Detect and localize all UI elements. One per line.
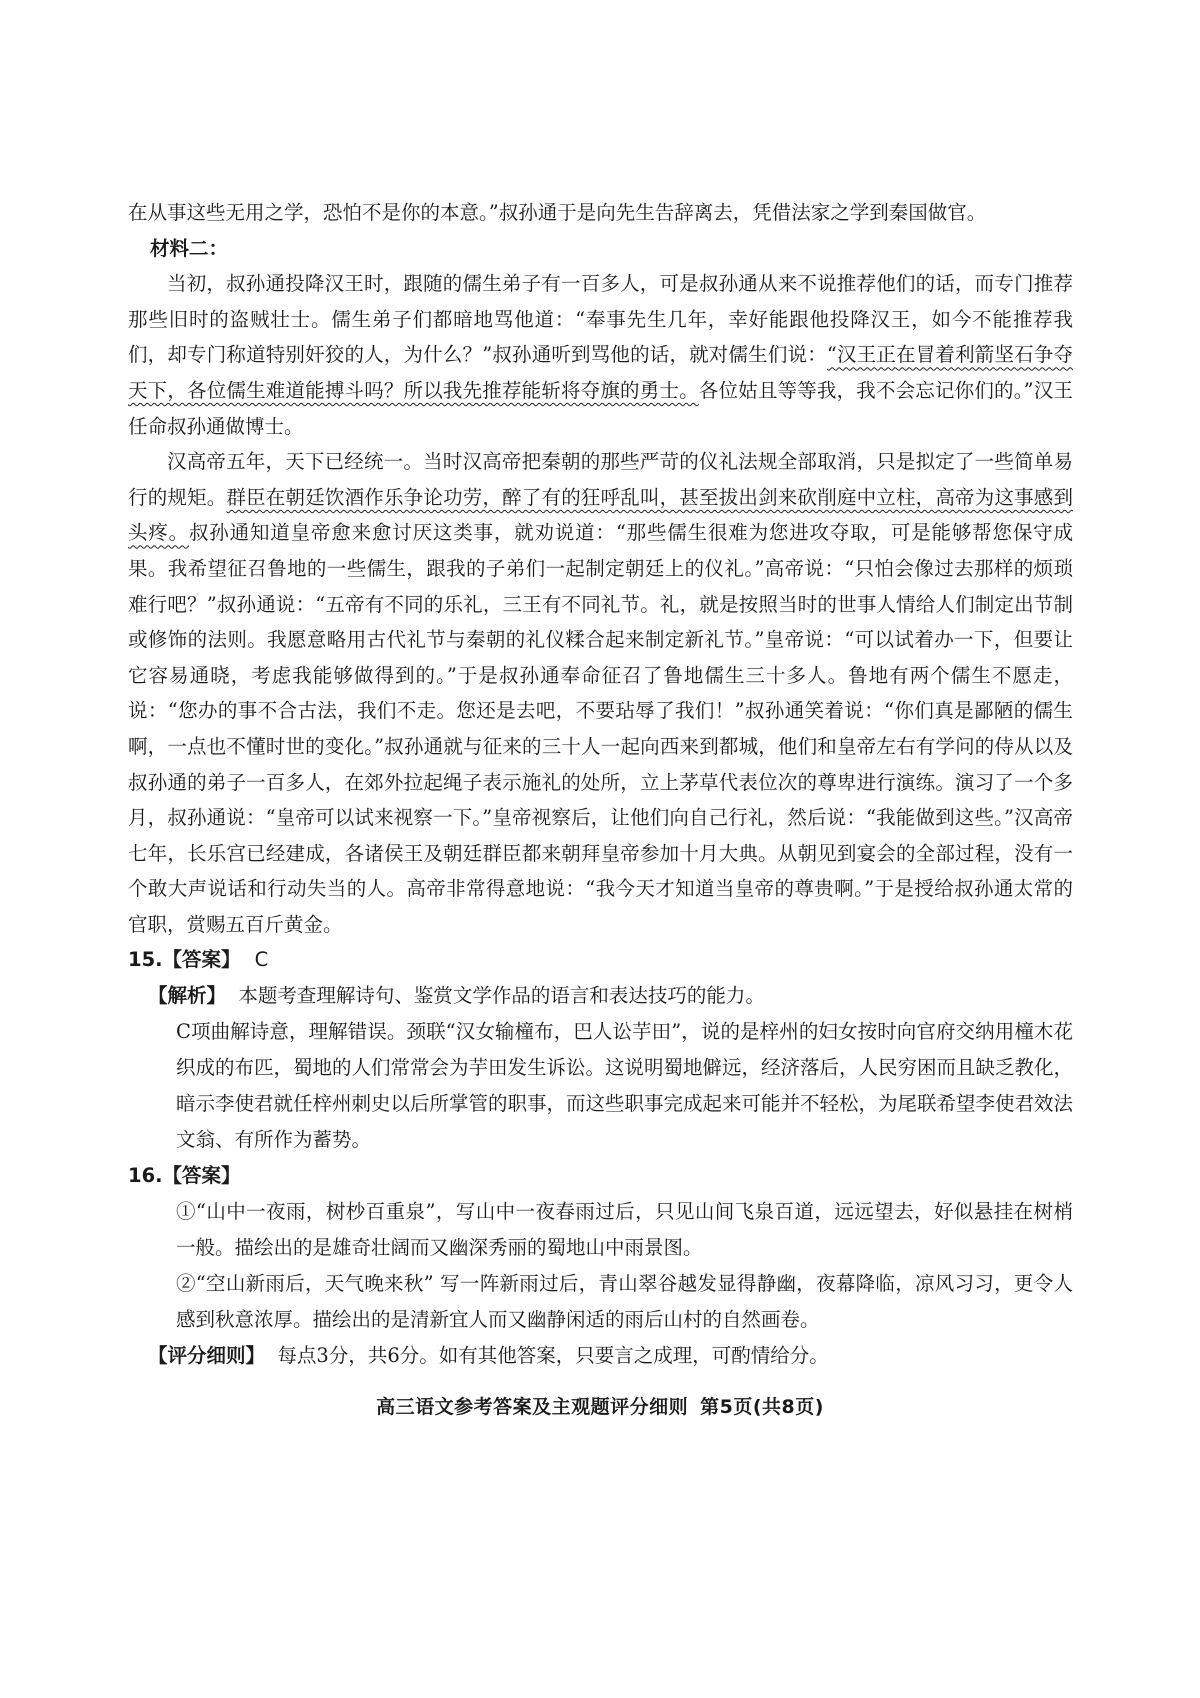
footer-title: 高三语文参考答案及主观题评分细则 — [376, 1396, 689, 1418]
question-15-answer — [128, 942, 1073, 978]
material2-paragraph-2 — [128, 444, 1073, 942]
question-16-point-2: ②“空山新雨后，天气晚来秋” 写一阵新雨过后，青山翠谷越发显得静幽，夜幕降临，凉风习习，更令人感到秋意浓厚。描绘出的是清新宜人而又幽静闲适的雨后山村的自然画卷。 — [176, 1272, 1073, 1332]
question-16-answer — [128, 1158, 1073, 1194]
analysis-tag: 【解析】 — [148, 984, 227, 1008]
analysis-intro: 本题考查理解诗句、鉴赏文学作品的语言和表达技巧的能力。 — [238, 984, 765, 1008]
page-footer — [0, 1392, 1200, 1419]
paragraph-text: 当初，叔孙通投降汉王时，跟随的儒生弟子有一百多人，可是叔孙通从来不说推荐他们的话，而专门推荐那些旧时的盗贼壮士。儒生弟子们都暗地骂他道：“奉事先生几年，幸好能跟他投降汉王，如今不能推荐我们，却专门称道特别奸狡的人，为什么？”叔孙通听到骂他的话，就对儒生们说： — [128, 272, 1073, 367]
material2-paragraph-1 — [128, 266, 1073, 444]
question-number: 16. — [128, 1164, 163, 1188]
wavy-underlined-sentence: “汉王正在冒着利箭坚石争夺天下，各位儒生难道能搏斗吗？所以我先推荐能斩将夺旗的勇士。 — [128, 343, 1073, 402]
document-body — [128, 195, 1073, 1374]
question-16-point-1: ①“山中一夜雨，树杪百重泉”，写山中一夜春雨过后，只见山间飞泉百道，远远望去，好似悬挂在树梢一般。描绘出的是雄奇壮阔而又幽深秀丽的蜀地山中雨景图。 — [176, 1200, 1073, 1260]
answer-tag: 【答案】 — [162, 948, 241, 972]
material1-ending: 在从事这些无用之学，恐怕不是你的本意。”叔孙通于是向先生告辞离去，凭借法家之学到秦国做官。 — [128, 201, 987, 224]
scoring-tag: 【评分细则】 — [148, 1344, 266, 1368]
answer-tag: 【答案】 — [162, 1164, 241, 1188]
question-15-analysis-body: C项曲解诗意，理解错误。颈联“汉女输橦布，巴人讼芋田”，说的是梓州的妇女按时向官府交纳用橦木花织成的布匹，蜀地的人们常常会为芋田发生诉讼。这说明蜀地僻远，经济落后，人民穷困而且缺乏教化，暗示李使君就任梓州刺史以后所掌管的职事，而这些职事完成起来可能并不轻松，为尾联希望李使君效法文翁、有所作为蓄势。 — [176, 1020, 1074, 1152]
paragraph-text: 汉高帝五年，天下已经统一。当时汉高帝把秦朝的那些严苛的仪礼法规全部取消，只是拟定了一些简单易行的规矩。 — [128, 450, 1073, 509]
wavy-underlined-sentence: 群臣在朝廷饮酒作乐争论功劳，醉了有的狂呼乱叫，甚至拔出剑来砍削庭中立柱，高帝为这事感到头疼。 — [128, 485, 1073, 545]
question-15-analysis — [148, 978, 1073, 1014]
question-16-scoring — [148, 1338, 1073, 1374]
paragraph-text: 各位姑且等等我，我不会忘记你们的。”汉王任命叔孙通做博士。 — [128, 378, 1073, 438]
scoring-text: 每点3分，共6分。如有其他答案，只要言之成理，可酌情给分。 — [277, 1344, 829, 1368]
paragraph-text: 叔孙通知道皇帝愈来愈讨厌这类事，就劝说道：“那些儒生很难为您进攻夺取，可是能够帮您保守成果。我希望征召鲁地的一些儒生，跟我的子弟们一起制定朝廷上的仪礼。”高帝说：“只怕会像过去那样的烦琐难行吧？”叔孙通说：“五帝有不同的乐礼，三王有不同礼节。礼，就是按照当时的世事人情给人们制定出节制或修饰的法则。我愿意略用古代礼节与秦朝的礼仪糅合起来制定新礼节。”皇帝说：“可以试着办一下，但要让它容易通晓，考虑我能够做得到的。”于是叔孙通奉命征召了鲁地儒生三十多人。鲁地有两个儒生不愿走，说：“您办的事不合古法，我们不走。您还是去吧，不要玷辱了我们！”叔孙通笑着说：“你们真是鄙陋的儒生啊，一点也不懂时世的变化。”叔孙通就与征来的三十人一起向西来到都城，他们和皇帝左右有学问的侍从以及叔孙通的弟子一百多人，在郊外拉起绳子表示施礼的处所，立上茅草代表位次的尊卑进行演练。演习了一个多月，叔孙通说：“皇帝可以试来视察一下。”皇帝视察后，让他们向自己行礼，然后说：“我能做到这些。”汉高帝七年，长乐宫已经建成，各诸侯王及朝廷群臣都来朝拜皇帝参加十月大典。从朝见到宴会的全部过程，没有一个敢大声说话和行动失当的人。高帝非常得意地说：“我今天才知道当皇帝的尊贵啊。”于是授给叔孙通太常的官职，赏赐五百斤黄金。 — [128, 521, 1073, 936]
question-number: 15. — [128, 948, 163, 972]
footer-page-number: 第5页(共8页) — [700, 1396, 824, 1418]
material2-heading: 材料二： — [150, 236, 229, 260]
answer-value: C — [254, 948, 269, 972]
